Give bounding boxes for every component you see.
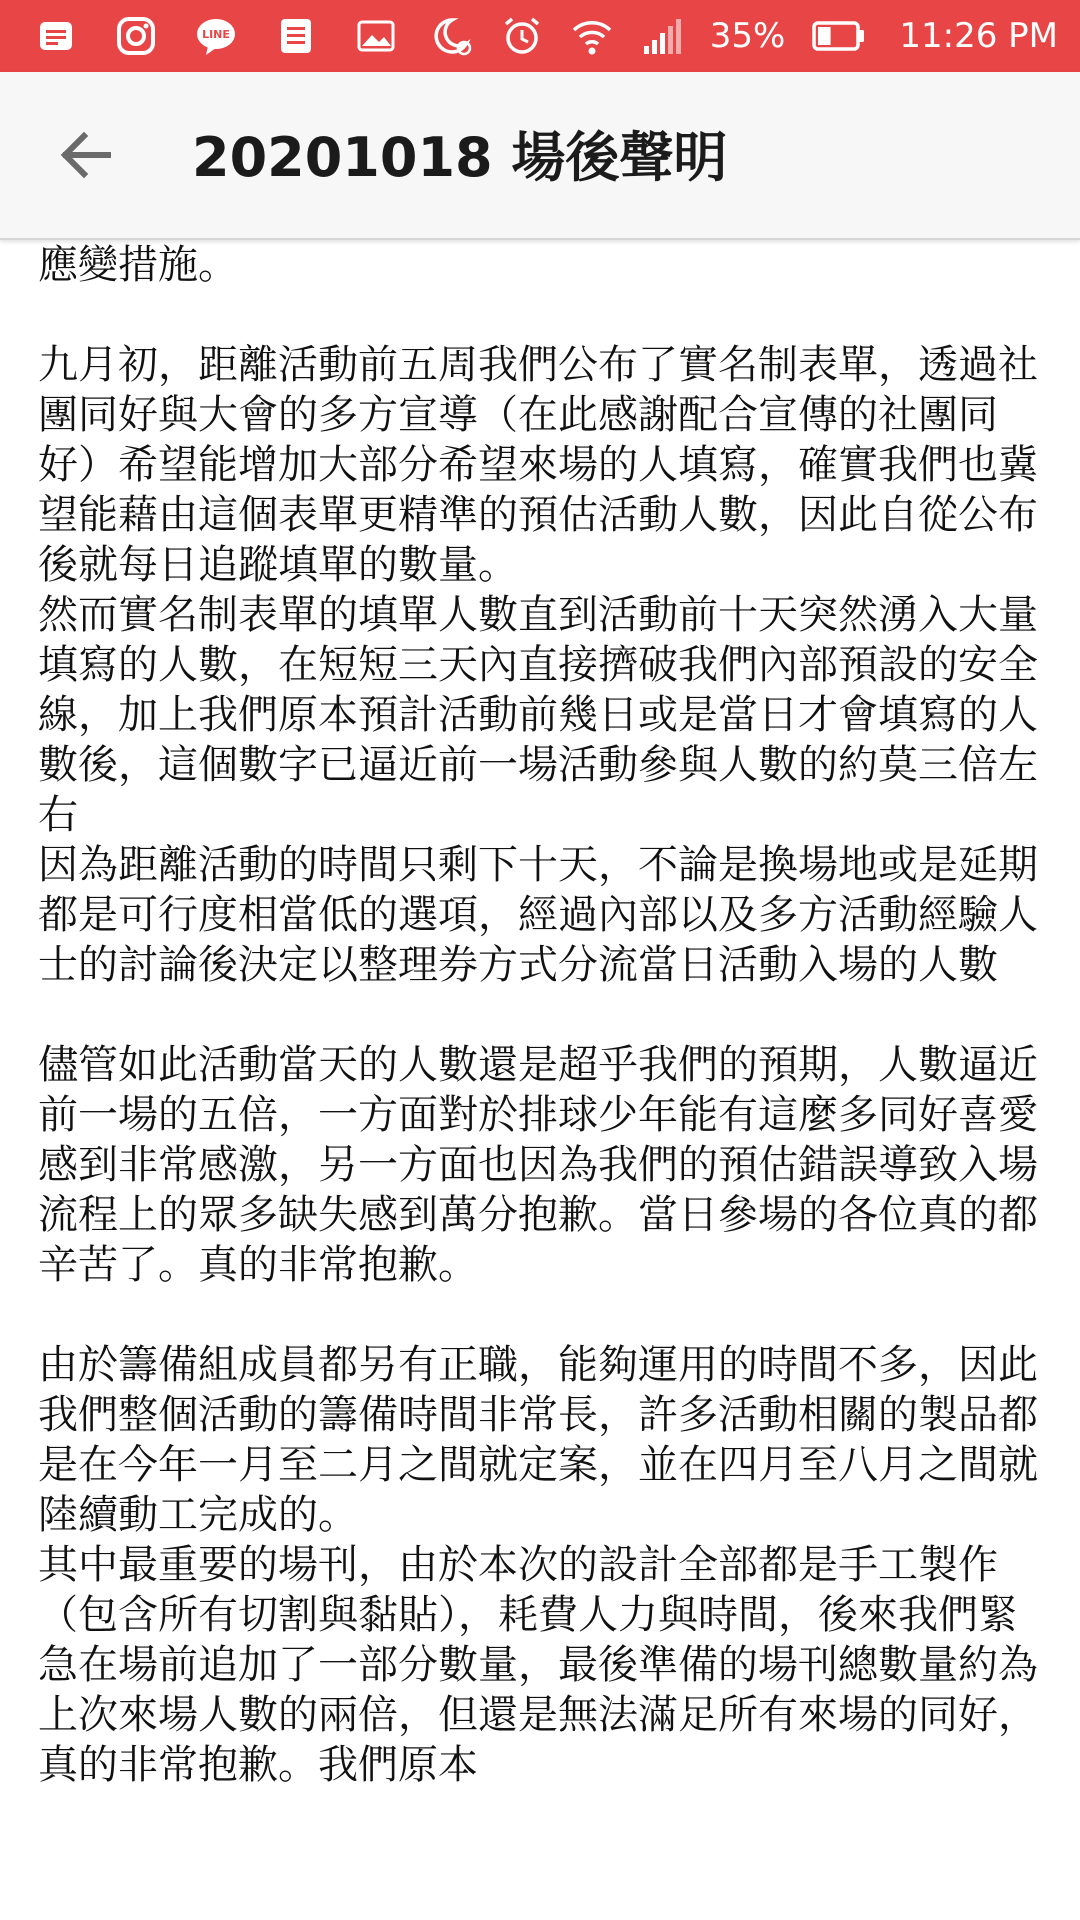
article-paragraph: 儘管如此活動當天的人數還是超乎我們的預期，人數逼近前一場的五倍，一方面對於排球少年能有這麼多同好喜愛感到非常感激，另一方面也因為我們的預估錯誤導致入場流程上的眾多缺失感到萬分抱歉。當日參場的各位真的都辛苦了。真的非常抱歉。 (38, 1042, 1038, 1288)
notification-icon (34, 14, 78, 58)
battery-percent: 35% (709, 16, 786, 56)
article-paragraph: 然而實名制表單的填單人數直到活動前十天突然湧入大量填寫的人數，在短短三天內直接擠破我們內部預設的安全線，加上我們原本預計活動前幾日或是當日才會填寫的人數後，這個數字已逼近前一場活動參與人數的約莫三倍左右 (38, 592, 1038, 838)
article-paragraph: 由於籌備組成員都另有正職，能夠運用的時間不多，因此我們整個活動的籌備時間非常長，許多活動相關的製品都是在今年一月至二月之間就定案，並在四月至八月之間就陸續動工完成的。 (38, 1342, 1038, 1538)
signal-icon (640, 14, 684, 58)
page-title: 20201018 場後聲明 (192, 125, 728, 189)
line-app-icon (194, 14, 238, 58)
system-indicators (430, 14, 1058, 58)
notification-icons (34, 14, 398, 58)
instagram-icon (114, 14, 158, 58)
article-body (38, 240, 1048, 1920)
article-paragraph: 應變措施。 (38, 242, 238, 288)
status-bar (0, 0, 1080, 72)
alarm-icon (500, 14, 544, 58)
paragraph-spacer (38, 1290, 1048, 1340)
wifi-icon (570, 14, 614, 58)
status-clock: 11:26 PM (899, 16, 1058, 56)
arrow-left-icon (52, 122, 118, 188)
article-paragraph: 其中最重要的場刊，由於本次的設計全部都是手工製作（包含所有切割與黏貼），耗費人力與時間，後來我們緊急在場前追加了一部分數量，最後準備的場刊總數量約為上次來場人數的兩倍，但還是無法滿足所有來場的同好，真的非常抱歉。我們原本 (38, 1542, 1038, 1788)
svg-text:LINE: LINE (202, 28, 230, 41)
back-button[interactable] (52, 122, 118, 188)
image-icon (354, 14, 398, 58)
battery-icon (811, 14, 867, 58)
app-bar (0, 72, 1080, 240)
article-paragraph: 因為距離活動的時間只剩下十天，不論是換場地或是延期都是可行度相當低的選項，經過內部以及多方活動經驗人士的討論後決定以整理券方式分流當日活動入場的人數 (38, 842, 1038, 988)
document-icon (274, 14, 318, 58)
paragraph-spacer (38, 290, 1048, 340)
do-not-disturb-icon (430, 14, 474, 58)
article-paragraph: 九月初，距離活動前五周我們公布了實名制表單，透過社團同好與大會的多方宣導（在此感謝配合宣傳的社團同好）希望能增加大部分希望來場的人填寫，確實我們也冀望能藉由這個表單更精準的預估活動人數，因此自從公布後就每日追蹤填單的數量。 (38, 342, 1038, 588)
paragraph-spacer (38, 990, 1048, 1040)
